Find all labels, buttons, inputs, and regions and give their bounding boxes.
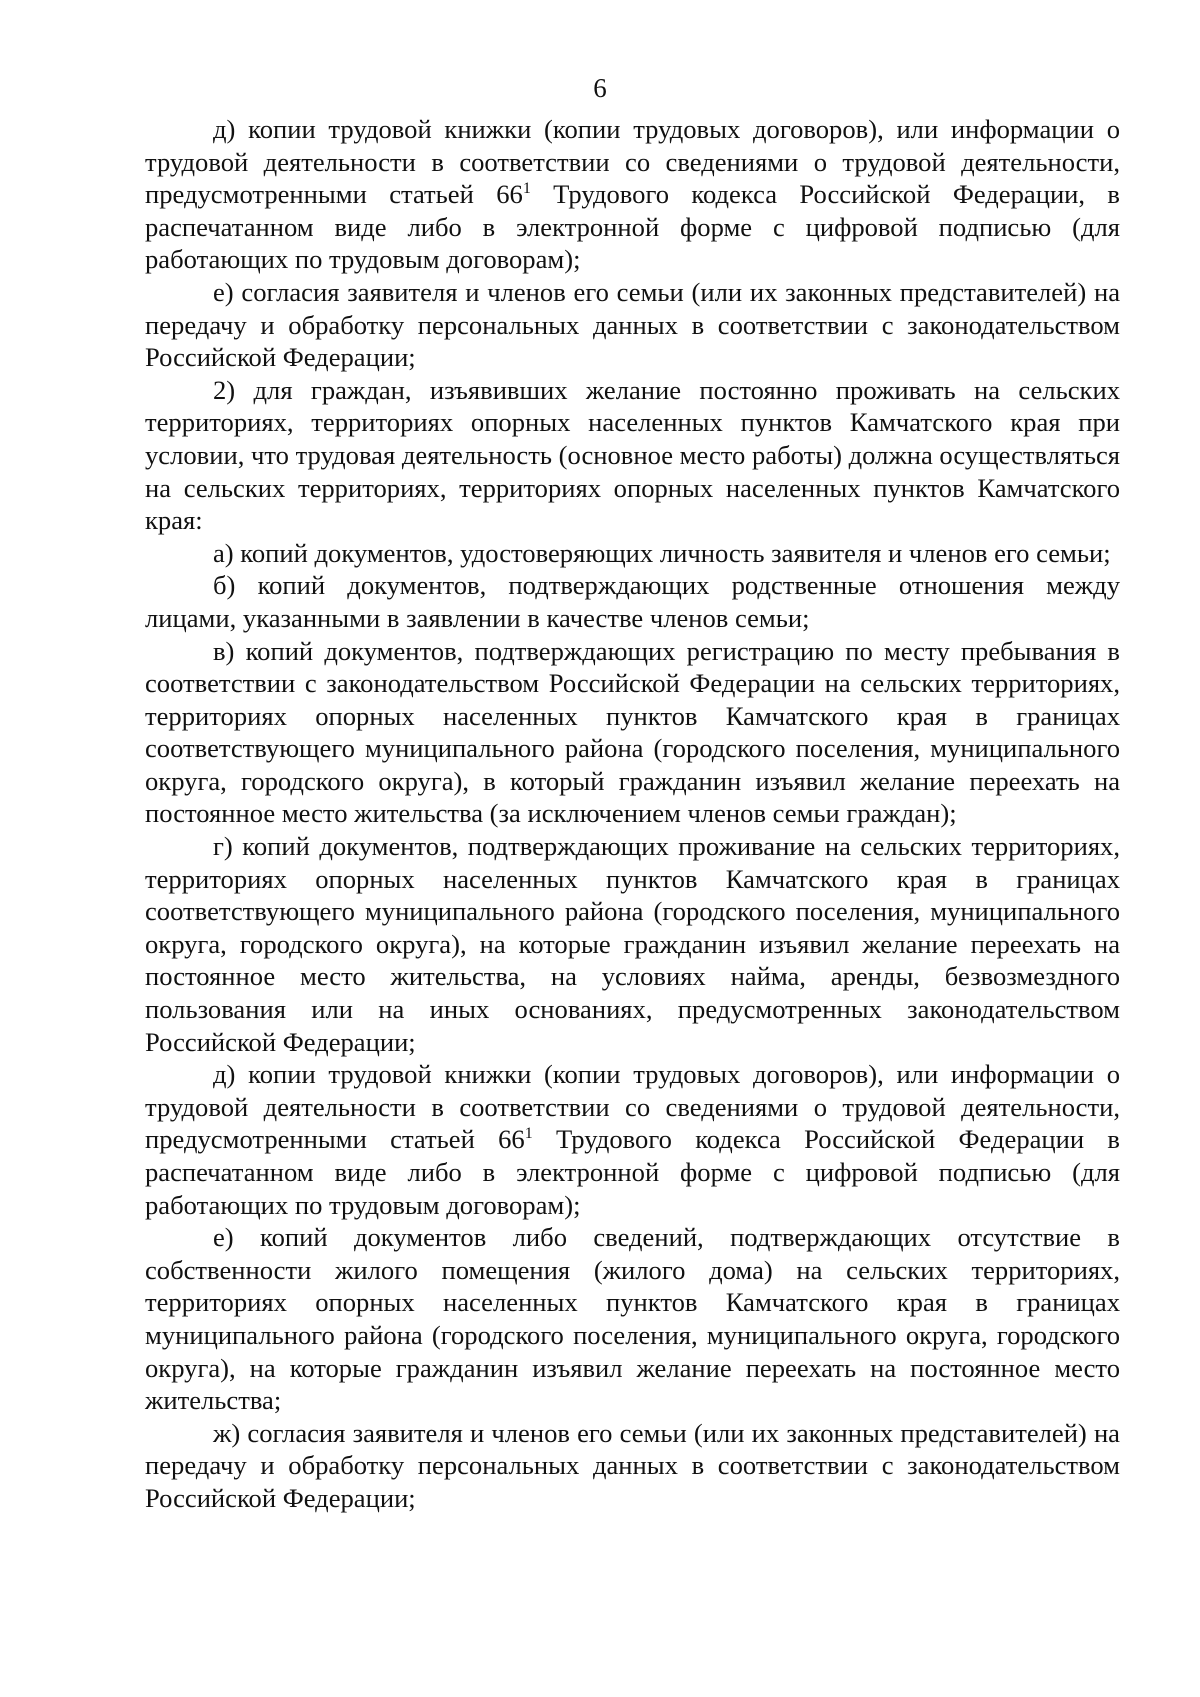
- article-superscript: 1: [522, 180, 531, 198]
- paragraph-b-family-relations: б) копий документов, подтверждающих родственные отношения между лицами, указанными в заявлении в качестве членов семьи;: [145, 570, 1120, 633]
- paragraph-e-no-housing: е) копий документов либо сведений, подтверждающих отсутствие в собственности жилого помещения (жилого дома) на сельских территориях, территориях опорных населенных пунктов Камчатского края в границах муниципального района (городского поселения, муниципального округа, городского округа), на которые гражданин изъявил желание переехать на постоянное место жительства;: [145, 1222, 1120, 1416]
- article-superscript: 1: [524, 1125, 533, 1143]
- paragraph-text: д) копии трудовой книжки (копии трудовых договоров), или информации о трудовой деятельности в соответствии со сведениями о трудовой деятельности, предусмотренными статьей 66: [145, 114, 1120, 210]
- paragraph-2-rural-citizens: 2) для граждан, изъявивших желание постоянно проживать на сельских территориях, территориях опорных населенных пунктов Камчатского края при условии, что трудовая деятельность (основное место работы) должна осуществляться на сельских территориях, территориях опорных населенных пунктов Камчатского края:: [145, 374, 1120, 536]
- paragraph-e-consent: е) согласия заявителя и членов его семьи (или их законных представителей) на передачу и обработку персональных данных в соответствии с законодательством Российской Федерации;: [145, 276, 1120, 373]
- paragraph-text: Трудового кодекса Российской Федерации в распечатанном виде либо в электронной форме с цифровой подписью (для работающих по трудовым договорам);: [145, 1124, 1120, 1220]
- paragraph-a-identity-documents: а) копий документов, удостоверяющих личность заявителя и членов его семьи;: [213, 537, 1111, 568]
- paragraph-g-residence: г) копий документов, подтверждающих проживание на сельских территориях, территориях опорных населенных пунктов Камчатского края в границах соответствующего муниципального района (городского поселения, муниципального округа, городского округа), на которые гражданин изъявил желание переехать на постоянное место жительства, на условиях найма, аренды, безвозмездного пользования или на иных основаниях, предусмотренных законодательством Российской Федерации;: [145, 831, 1120, 1057]
- document-body: [145, 113, 1120, 1515]
- page-number: 6: [593, 73, 607, 103]
- paragraph-d-employment-record: [145, 113, 1120, 276]
- paragraph-text: Трудового кодекса Российской Федерации, в распечатанном виде либо в электронной форме с цифровой подписью (для работающих по трудовым договорам);: [145, 179, 1120, 275]
- paragraph-zh-consent: ж) согласия заявителя и членов его семьи (или их законных представителей) на передачу и обработку персональных данных в соответствии с законодательством Российской Федерации;: [145, 1417, 1120, 1513]
- paragraph-d-employment-record-2: [145, 1058, 1120, 1221]
- paragraph-text: д) копии трудовой книжки (копии трудовых договоров), или информации о трудовой деятельности в соответствии со сведениями о трудовой деятельности, предусмотренными статьей 66: [145, 1059, 1120, 1155]
- paragraph-v-registration: в) копий документов, подтверждающих регистрацию по месту пребывания в соответствии с законодательством Российской Федерации на сельских территориях, территориях опорных населенных пунктов Камчатского края в границах соответствующего муниципального района (городского поселения, муниципального округа, городского округа), в который гражданин изъявил желание переехать на постоянное место жительства (за исключением членов семьи граждан);: [145, 635, 1120, 829]
